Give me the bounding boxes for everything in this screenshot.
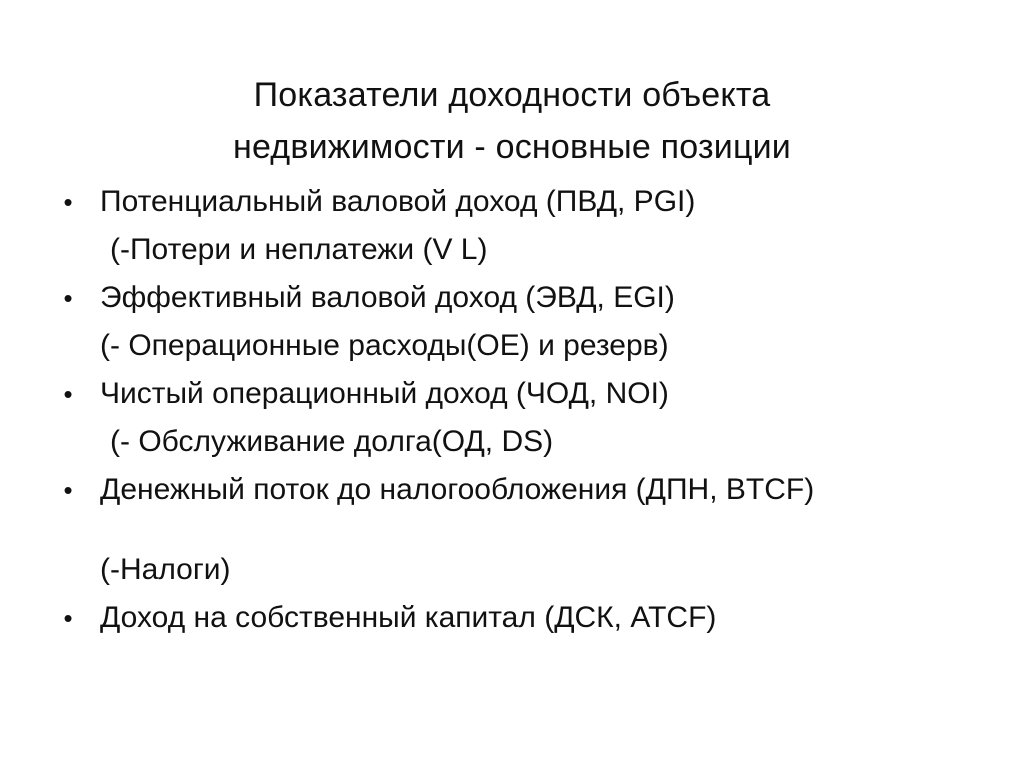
bullet-icon: •	[63, 475, 73, 505]
item-text: (-Налоги)	[100, 553, 231, 586]
list-item	[0, 418, 1024, 466]
list-item	[0, 178, 1024, 226]
item-text: (- Операционные расходы(ОЕ) и резерв)	[100, 329, 669, 362]
item-text: (- Обслуживание долга(ОД, DS)	[110, 425, 554, 458]
bullet-icon: •	[63, 603, 73, 633]
bullet-icon: •	[63, 187, 73, 217]
bullet-icon: •	[63, 379, 73, 409]
item-text: Доход на собственный капитал (ДСК, ATCF)	[100, 601, 717, 634]
list-item	[0, 226, 1024, 274]
bullet-icon: •	[63, 283, 73, 313]
list-item	[0, 322, 1024, 370]
list-item	[0, 274, 1024, 322]
item-text: Эффективный валовой доход (ЭВД, EGI)	[100, 281, 675, 314]
slide-title	[80, 69, 944, 173]
item-text: (-Потери и неплатежи (V L)	[110, 233, 488, 266]
item-text: Денежный поток до налогообложения (ДПН, BTCF)	[100, 473, 815, 506]
item-text: Чистый операционный доход (ЧОД, NOI)	[100, 377, 669, 410]
list-item	[0, 594, 1024, 642]
list-item	[0, 370, 1024, 418]
title-line-2: недвижимости - основные позиции	[232, 127, 792, 166]
list-item	[0, 466, 1024, 546]
title-line-1: Показатели доходности объекта	[253, 75, 771, 114]
item-text: Потенциальный валовой доход (ПВД, PGI)	[100, 185, 696, 218]
bullet-list	[0, 178, 1024, 642]
list-item	[0, 546, 1024, 594]
